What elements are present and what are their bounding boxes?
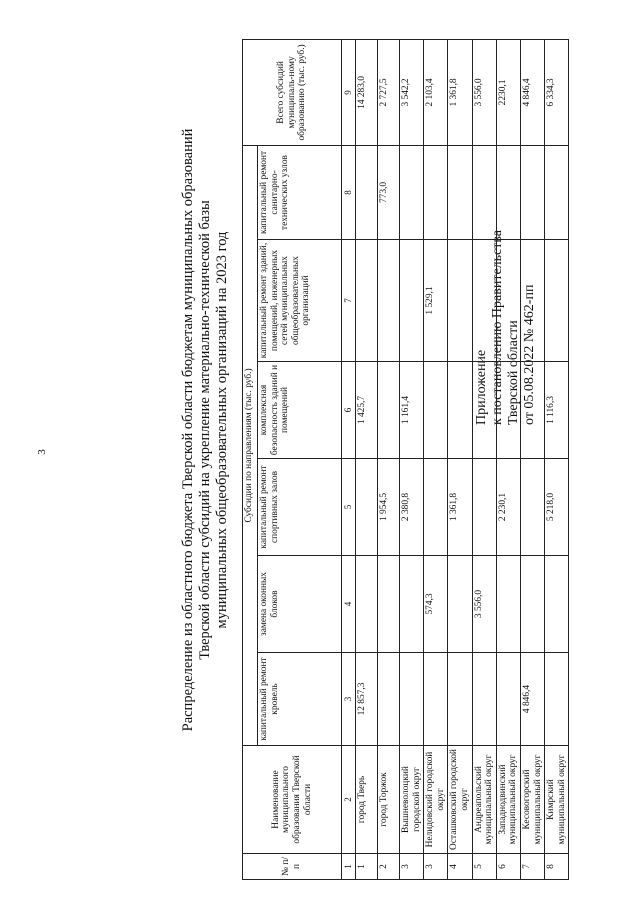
header-row-1: [243, 39, 258, 879]
value-cell: [400, 653, 424, 746]
row-number-cell: 3: [400, 854, 424, 880]
value-cell: 12 857,3: [356, 653, 378, 746]
table-row: [400, 39, 424, 879]
value-cell: 1 161,4: [400, 362, 424, 459]
value-cell: [356, 459, 378, 556]
value-cell: [378, 653, 400, 746]
value-cell: [520, 362, 544, 459]
value-cell: [448, 653, 472, 746]
value-cell: [472, 240, 496, 362]
value-cell: [378, 240, 400, 362]
column-index-row: [342, 39, 356, 879]
municipality-name-cell: Андреапольский муниципальный округ: [472, 746, 496, 854]
column-index-cell: 6: [342, 362, 356, 459]
header-total: Всего субсидий муниципаль-ному образованию (тыс. руб.): [243, 39, 342, 145]
value-cell: [472, 653, 496, 746]
table-row: [356, 39, 378, 879]
value-cell: [520, 459, 544, 556]
column-index-cell: 9: [342, 39, 356, 145]
municipality-name-cell: Нелидовский городской округ: [424, 746, 448, 854]
value-cell: [545, 145, 569, 239]
header-group: Субсидии по направлениям (тыс. руб.): [243, 145, 258, 745]
value-cell: [520, 145, 544, 239]
municipality-name-cell: Кимрский муниципальный округ: [545, 746, 569, 854]
value-cell: [520, 556, 544, 653]
value-cell: [472, 145, 496, 239]
title-line-2: Тверской области субсидий на укрепление материально-технической базы: [197, 200, 213, 660]
value-cell: [356, 240, 378, 362]
table-row: [496, 39, 520, 879]
value-cell: [356, 556, 378, 653]
appendix-line-2: к постановлению Правительства: [490, 229, 505, 425]
column-index-cell: 3: [342, 653, 356, 746]
value-cell: [424, 145, 448, 239]
table-row: [545, 39, 569, 879]
table-row: [520, 39, 544, 879]
value-cell: [378, 556, 400, 653]
total-cell: 6 334,3: [545, 39, 569, 145]
municipality-name-cell: Осташковский городской округ: [448, 746, 472, 854]
municipality-name-cell: город Торжок: [378, 746, 400, 854]
appendix-line-3: Тверской области: [506, 320, 521, 425]
page-number: 3: [36, 449, 48, 455]
total-cell: 14 283,0: [356, 39, 378, 145]
column-index-cell: 8: [342, 145, 356, 239]
table-row: [448, 39, 472, 879]
column-index-cell: 1: [342, 854, 356, 880]
value-cell: [448, 556, 472, 653]
value-cell: [496, 556, 520, 653]
value-cell: 1 361,8: [448, 459, 472, 556]
total-cell: 2 727,5: [378, 39, 400, 145]
row-number-cell: 1: [356, 854, 378, 880]
value-cell: [545, 556, 569, 653]
value-cell: [496, 653, 520, 746]
column-index-cell: 7: [342, 240, 356, 362]
value-cell: [400, 556, 424, 653]
value-cell: [448, 240, 472, 362]
municipality-name-cell: город Тверь: [356, 746, 378, 854]
row-number-cell: 5: [472, 854, 496, 880]
header-sanitary: капитальный ремонт санитарно-технических узлов: [258, 145, 342, 239]
row-number-cell: 3: [424, 854, 448, 880]
value-cell: [496, 240, 520, 362]
value-cell: [472, 362, 496, 459]
column-index-cell: 5: [342, 459, 356, 556]
total-cell: 4 846,4: [520, 39, 544, 145]
table-row: [472, 39, 496, 879]
value-cell: [424, 362, 448, 459]
row-number-cell: 7: [520, 854, 544, 880]
value-cell: 3 556,0: [472, 556, 496, 653]
value-cell: [400, 145, 424, 239]
value-cell: 1 954,5: [378, 459, 400, 556]
appendix-line-1: Приложение: [474, 349, 489, 425]
title-line-1: Распределение из областного бюджета Тверской области бюджетам муниципальных образований: [180, 128, 196, 732]
value-cell: 5 218,0: [545, 459, 569, 556]
value-cell: [424, 653, 448, 746]
table-row: [424, 39, 448, 879]
value-cell: 1 116,3: [545, 362, 569, 459]
document-title: [180, 15, 231, 845]
total-cell: 3 542,2: [400, 39, 424, 145]
value-cell: [448, 362, 472, 459]
value-cell: 2 230,1: [496, 459, 520, 556]
table-row: [378, 39, 400, 879]
header-name: Наименование муниципального образования Тверской области: [243, 746, 342, 854]
municipality-name-cell: Вышневолоцкий городской округ: [400, 746, 424, 854]
header-security: комплексная безопасность зданий и помещений: [258, 362, 342, 459]
municipality-name-cell: Западнодвинский муниципальный округ: [496, 746, 520, 854]
value-cell: [545, 240, 569, 362]
value-cell: 4 846,4: [520, 653, 544, 746]
total-cell: 3 556,0: [472, 39, 496, 145]
value-cell: 773,0: [378, 145, 400, 239]
value-cell: 1 529,1: [424, 240, 448, 362]
value-cell: [520, 240, 544, 362]
value-cell: 574,3: [424, 556, 448, 653]
header-sport-halls: капитальный ремонт спортивных залов: [258, 459, 342, 556]
value-cell: [545, 653, 569, 746]
header-num: № п/п: [243, 854, 342, 880]
distribution-table: [242, 39, 569, 880]
header-buildings: капитальный ремонт зданий, помещений, инженерных сетей муниципальных общеобразовательных организаций: [258, 240, 342, 362]
municipality-name-cell: Кесовогорский муниципальный округ: [520, 746, 544, 854]
appendix-line-4: от 05.08.2022 № 462-пп: [522, 284, 537, 425]
value-cell: [496, 362, 520, 459]
row-number-cell: 8: [545, 854, 569, 880]
value-cell: 2 380,8: [400, 459, 424, 556]
row-number-cell: 4: [448, 854, 472, 880]
header-windows: замена оконных блоков: [258, 556, 342, 653]
value-cell: [496, 145, 520, 239]
total-cell: 1 361,8: [448, 39, 472, 145]
header-roofs: капитальный ремонт кровель: [258, 653, 342, 746]
value-cell: [400, 240, 424, 362]
value-cell: [378, 362, 400, 459]
title-line-3: муниципальных общеобразовательных организаций на 2023 год: [214, 231, 230, 629]
total-cell: 2 103,4: [424, 39, 448, 145]
total-cell: 2230,1: [496, 39, 520, 145]
value-cell: [472, 459, 496, 556]
value-cell: [424, 459, 448, 556]
row-number-cell: 2: [378, 854, 400, 880]
column-index-cell: 4: [342, 556, 356, 653]
value-cell: [448, 145, 472, 239]
value-cell: [356, 145, 378, 239]
row-number-cell: 6: [496, 854, 520, 880]
column-index-cell: 2: [342, 746, 356, 854]
value-cell: 1 425,7: [356, 362, 378, 459]
